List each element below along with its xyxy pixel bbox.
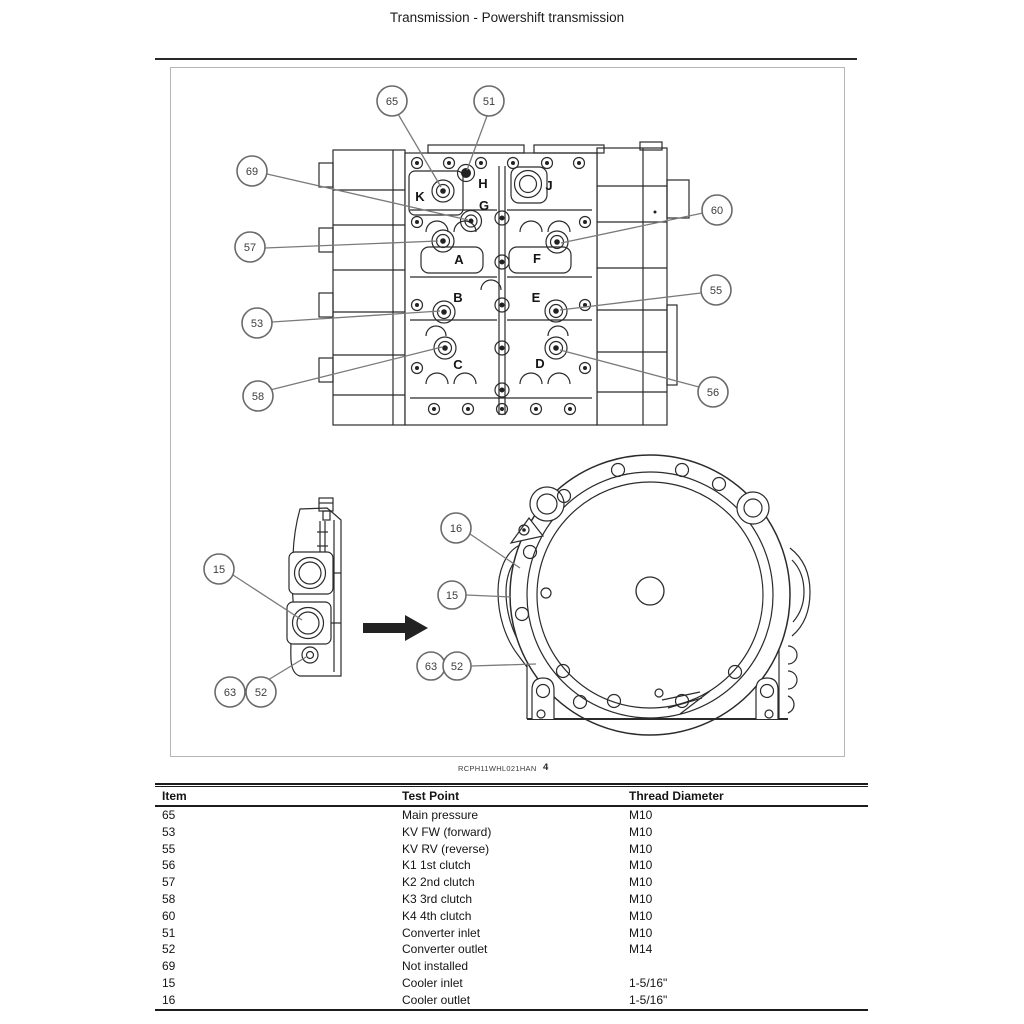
callout-65 [377, 86, 407, 116]
callout-51 [474, 86, 504, 116]
table-header-row [155, 787, 868, 805]
port-letter-d: D [535, 356, 545, 371]
callout-60 [702, 195, 732, 225]
figure-number: 4 [543, 762, 549, 773]
callout-56 [698, 377, 728, 407]
right-housing [597, 142, 689, 425]
port-letter-h: H [478, 176, 488, 191]
table-row: 51 Converter inlet M10 [162, 925, 653, 940]
port-letter-g: G [478, 198, 490, 213]
header-divider [155, 58, 857, 60]
table-row: 69 Not installed [162, 959, 469, 974]
housing-body [498, 455, 810, 735]
svg-text:58: 58 [251, 391, 265, 403]
port-letter-k: K [415, 189, 425, 204]
side-view [204, 498, 341, 707]
table-top-rule [155, 783, 868, 785]
side-view-body [287, 498, 341, 676]
table-row: 65 Main pressure M10 [162, 808, 653, 822]
page-title: Transmission - Powershift transmission [389, 10, 625, 25]
table-bottom-rule [155, 1009, 868, 1011]
table-row: 56 K1 1st clutch M10 [162, 858, 653, 873]
svg-text:51: 51 [482, 96, 496, 108]
table-row: 60 K4 4th clutch M10 [162, 908, 653, 923]
header-test-point: Test Point [402, 789, 460, 803]
port-letter-c: C [453, 357, 463, 372]
callout-15-side [204, 554, 234, 584]
transmission-diagram [171, 68, 844, 756]
direction-arrow [363, 615, 428, 641]
port-letter-j: J [545, 178, 553, 193]
svg-text:63: 63 [223, 687, 237, 699]
table-row: 58 K3 3rd clutch M10 [162, 891, 653, 906]
housing-view [417, 455, 810, 735]
table-row: 15 Cooler inlet 1-5/16" [162, 975, 668, 990]
svg-text:60: 60 [710, 205, 724, 217]
port-letter-e: E [531, 290, 541, 305]
left-housing [319, 150, 405, 425]
callout-55 [701, 275, 731, 305]
port-letter-f: F [533, 251, 541, 266]
figure-image [170, 67, 845, 757]
svg-text:52: 52 [450, 661, 464, 673]
table-row: 55 KV RV (reverse) M10 [162, 841, 653, 856]
svg-text:15: 15 [212, 564, 226, 576]
port-letter-a: A [454, 252, 464, 267]
callout-63-side [215, 677, 245, 707]
port-letter-b: B [453, 290, 463, 305]
svg-text:53: 53 [250, 318, 264, 330]
header-item: Item [162, 789, 187, 803]
svg-text:63: 63 [424, 661, 438, 673]
callout-69 [237, 156, 267, 186]
header-thread-diameter: Thread Diameter [629, 789, 724, 803]
callout-15-housing [438, 581, 466, 609]
svg-text:57: 57 [243, 242, 257, 254]
table-row: 53 KV FW (forward) M10 [162, 824, 653, 839]
svg-text:69: 69 [245, 166, 259, 178]
callout-52-side [246, 677, 276, 707]
callout-57 [235, 232, 265, 262]
callout-63-housing [417, 652, 445, 680]
valve-body-view [235, 86, 732, 425]
svg-text:15: 15 [445, 590, 459, 602]
callout-16-housing [441, 513, 471, 543]
test-point-table [155, 783, 868, 1011]
table-row: 57 K2 2nd clutch M10 [162, 875, 653, 890]
svg-text:56: 56 [706, 387, 720, 399]
table-row: 52 Converter outlet M14 [162, 942, 653, 957]
svg-text:52: 52 [254, 687, 268, 699]
callout-52-housing [443, 652, 471, 680]
callout-53 [242, 308, 272, 338]
figure-caption-code: RCPH11WHL021HAN [458, 764, 537, 773]
svg-text:65: 65 [385, 96, 399, 108]
callout-58 [243, 381, 273, 411]
svg-text:16: 16 [449, 523, 463, 535]
table-row: 16 Cooler outlet 1-5/16" [162, 992, 668, 1007]
svg-text:55: 55 [709, 285, 723, 297]
